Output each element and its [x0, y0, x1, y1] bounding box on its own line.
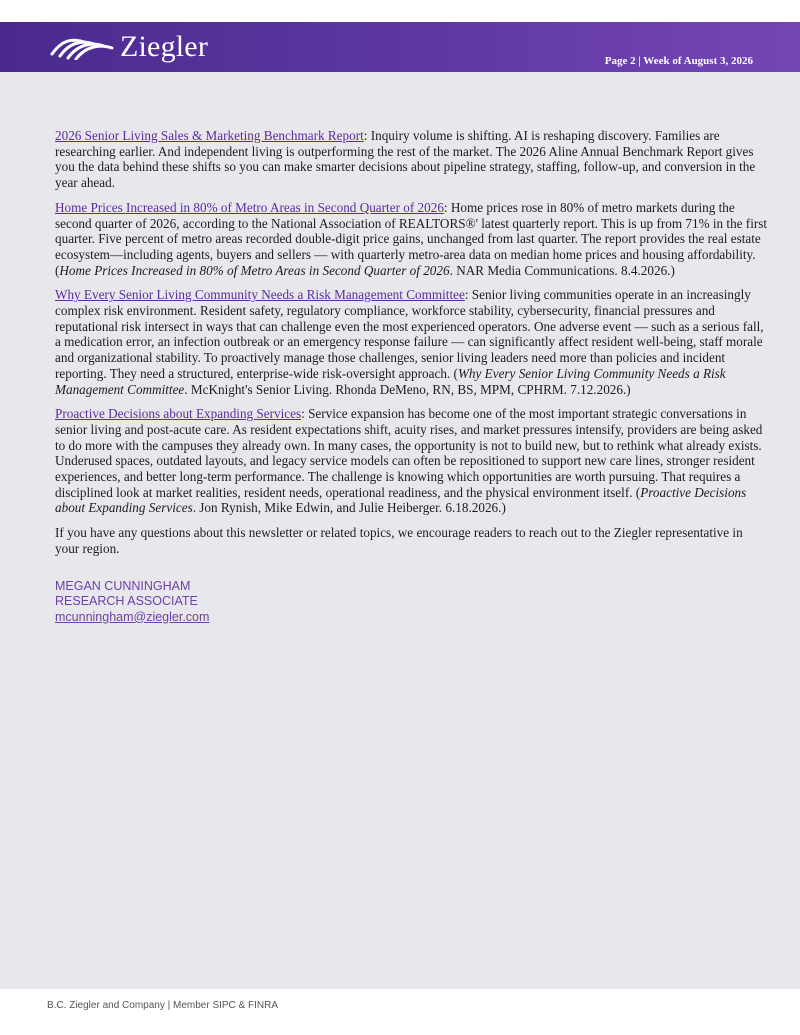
author-name: MEGAN CUNNINGHAM [55, 578, 191, 593]
top-margin [0, 0, 800, 22]
article-citation-source: . McKnight's Senior Living. Rhonda DeMeno, RN, BS, MPM, CPHRM. 7.12.2026.) [184, 381, 631, 397]
article-paragraph [55, 128, 770, 191]
footer-disclosure: B.C. Ziegler and Company | Member SIPC & FINRA [47, 1000, 279, 1011]
article-summary: : Service expansion has become one of the most important strategic conversations in senior living and post-acute care. As resident expectations shift, acuity rises, and market pressures intensify, providers are being asked to do more with the campuses they already own. In many cases, the opportunity is not to build new, but to rethink what already exists. Underused spaces, outdated layouts, and legacy service models can often be repositioned to support new care lines, stronger resident experiences, and better long-term performance. The challenge is knowing which opportunities are worth pursuing. That requires a disciplined look at market realities, resident needs, operational readiness, and the physical environment itself. ( [55, 406, 763, 500]
newsletter-body [55, 128, 770, 625]
article-citation-title: Why Every Senior Living Community Needs a Risk Management Committee [55, 365, 726, 397]
article-link[interactable]: Proactive Decisions about Expanding Services [55, 406, 302, 422]
article-paragraph [55, 200, 770, 279]
article-citation-title: Home Prices Increased in 80% of Metro Areas in Second Quarter of 2026 [59, 262, 450, 278]
author-title: RESEARCH ASSOCIATE [55, 594, 198, 609]
article-summary: : Inquiry volume is shifting. AI is reshaping discovery. Families are researching earlier. And independent living is outperforming the rest of the market. The 2026 Aline Annual Benchmark Report gives you the data behind these shifts so you can make smarter decisions about pipeline strategy, staffing, follow-up, and conversion in the year ahead. [55, 128, 756, 191]
ziegler-logo [50, 30, 208, 64]
article-summary: : Senior living communities operate in an increasingly complex risk environment. Resident safety, regulatory compliance, workforce stability, cybersecurity, financial pressures and reputational risk intersect in ways that can challenge even the most experienced operators. One adverse event — such as a serious fall, a medication error, an infection outbreak or an emergency response failure — can significantly affect resident well-being, staff morale and organizational stability. To proactively manage those challenges, senior living leaders need more than policies and incident reporting. They need a structured, enterprise-wide risk-oversight approach. ( [55, 287, 764, 381]
page-header [0, 22, 800, 72]
article-link[interactable]: 2026 Senior Living Sales & Marketing Benchmark Report [55, 128, 364, 143]
article-citation-source: . Jon Rynish, Mike Edwin, and Julie Heiberger. 6.18.2026.) [192, 500, 506, 516]
article-summary: : Home prices rose in 80% of metro markets during the second quarter of 2026, according to the National Association of REALTORS®' latest quarterly report. This is up from 71% in the first quarter. Five percent of metro areas recorded double-digit price gains, unchanged from last quarter. The report provides the real estate ecosystem—including agents, buyers and sellers — with quarterly metro-area data on median home prices and housing affordability. ( [55, 199, 768, 278]
article-paragraph [55, 406, 770, 516]
author-email-link[interactable]: mcunningham@ziegler.com [55, 609, 210, 624]
article-link[interactable]: Home Prices Increased in 80% of Metro Areas in Second Quarter of 2026 [55, 199, 444, 215]
article-citation-source: . NAR Media Communications. 8.4.2026.) [449, 262, 675, 278]
page-footer [0, 989, 800, 1035]
logo-wordmark: Ziegler [120, 30, 209, 63]
swoosh-logo-icon [50, 34, 114, 60]
article-link[interactable]: Why Every Senior Living Community Needs a Risk Management Committee [55, 287, 465, 303]
article-citation-title: Proactive Decisions about Expanding Services [55, 484, 747, 516]
article-paragraph [55, 287, 770, 397]
closing-paragraph: If you have any questions about this newsletter or related topics, we encourage readers to reach out to the Ziegler representative in your region. [55, 525, 743, 556]
author-signature [55, 579, 770, 626]
page-number-label: Page 2 | Week of August 3, 2026 [604, 55, 753, 67]
